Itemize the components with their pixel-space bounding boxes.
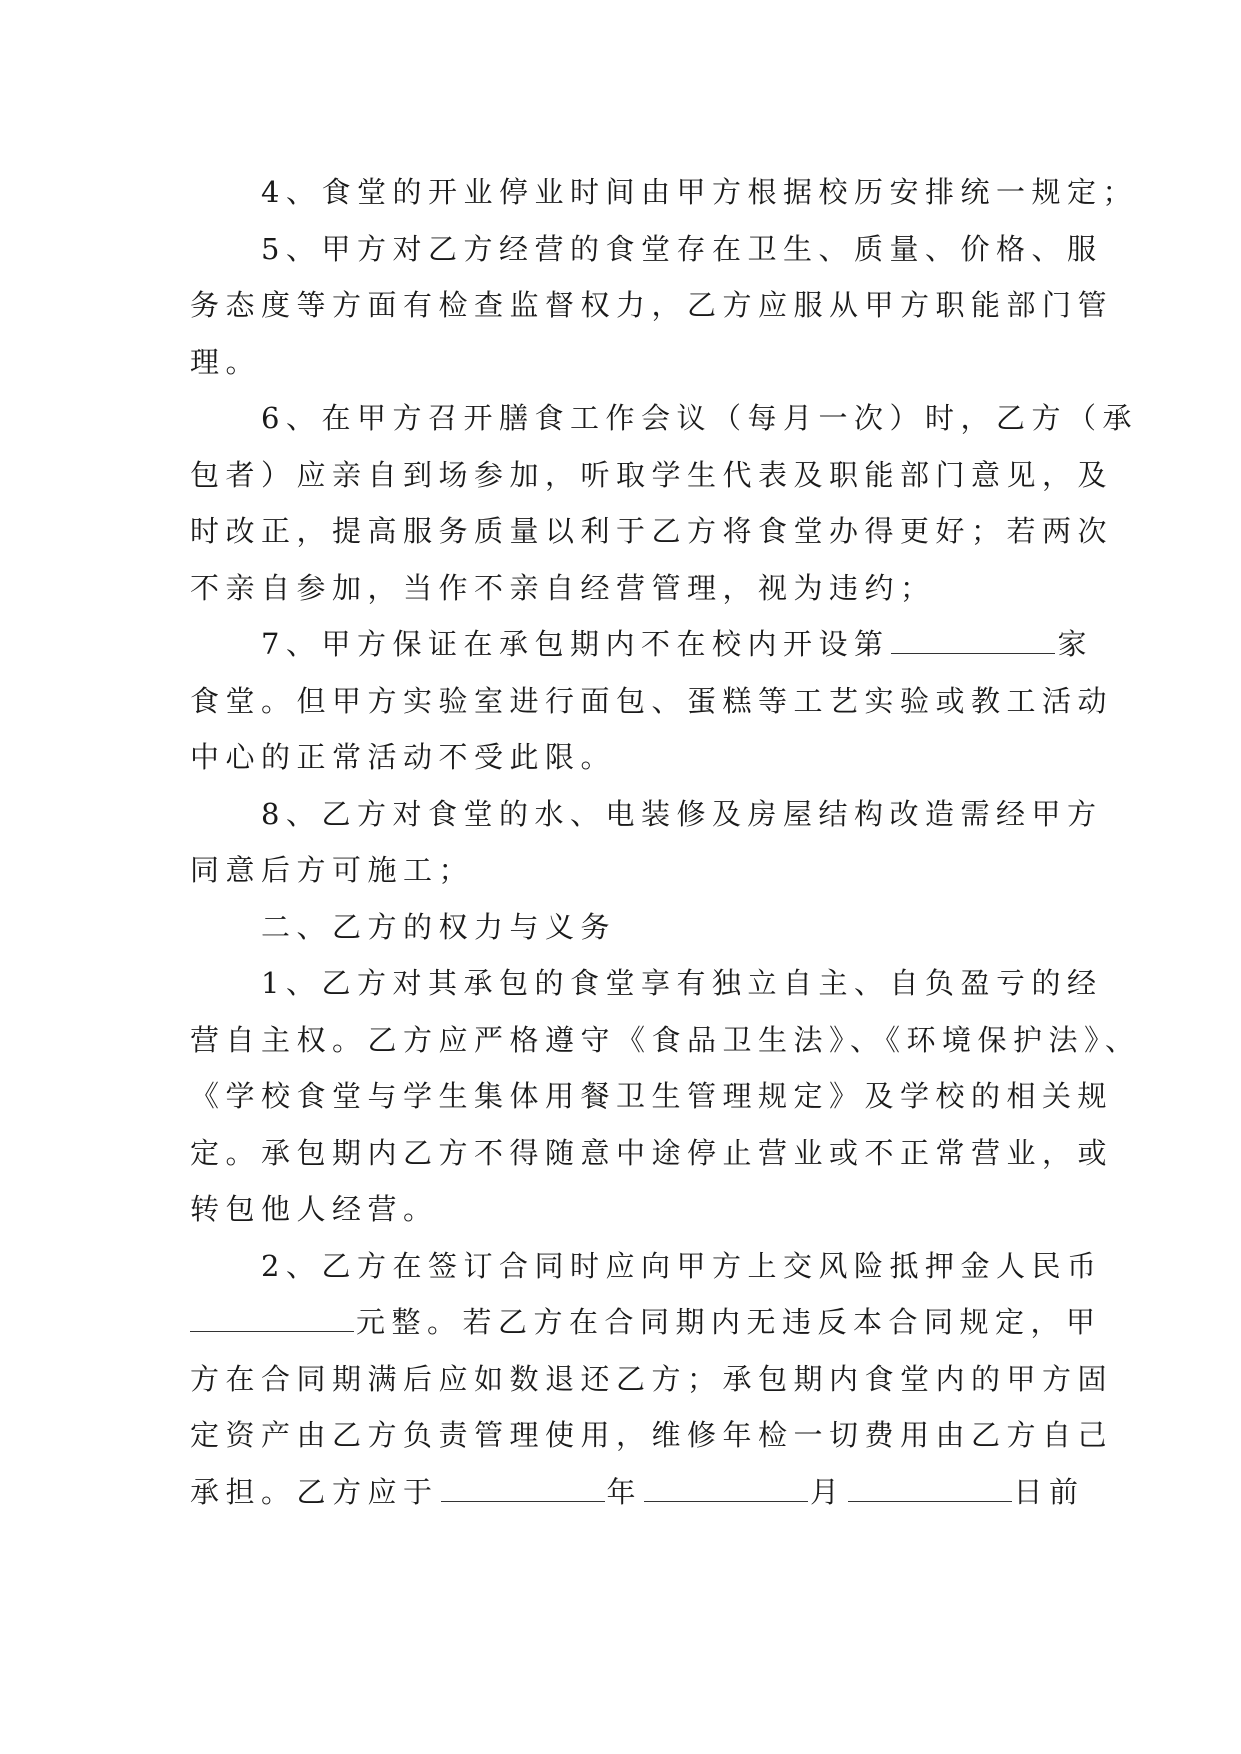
- text-line: 理。: [190, 345, 262, 379]
- text-line: 5、甲方对乙方经营的食堂存在卫生、质量、价格、服: [190, 232, 1103, 266]
- deposit-text: 元整。若乙方在合同期内无违反本合同规定，甲: [356, 1305, 1102, 1339]
- fill-in-blank: [441, 1475, 605, 1502]
- text-line-with-blank: [190, 624, 1093, 664]
- text-line: 不亲自参加，当作不亲自经营管理，视为违约；: [190, 571, 936, 605]
- text-line: 2、乙方在签订合同时应向甲方上交风险抵押金人民币: [190, 1249, 1103, 1283]
- text-line-with-blank: [190, 1302, 1102, 1342]
- year-label: 年: [606, 1475, 643, 1509]
- text-line: 时改正，提高服务质量以利于乙方将食堂办得更好；若两次: [190, 514, 1114, 548]
- text-line: 同意后方可施工；: [190, 853, 475, 887]
- text-line: 务态度等方面有检查监督权力，乙方应服从甲方职能部门管: [190, 288, 1114, 322]
- date-prefix: 承担。乙方应于: [190, 1475, 439, 1509]
- text-line: 1、乙方对其承包的食堂享有独立自主、自负盈亏的经: [190, 966, 1103, 1000]
- text-line-with-blanks: [190, 1472, 1085, 1512]
- text-line: 定资产由乙方负责管理使用，维修年检一切费用由乙方自己: [190, 1418, 1114, 1452]
- fill-in-blank: [891, 627, 1055, 654]
- text-line: 营自主权。乙方应严格遵守《食品卫生法》、《环境保护法》、: [190, 1023, 1141, 1057]
- clause-7-text: 7、甲方保证在承包期内不在校内开设第: [190, 627, 890, 661]
- text-line: 方在合同期满后应如数退还乙方；承包期内食堂内的甲方固: [190, 1362, 1114, 1396]
- fill-in-blank: [848, 1475, 1012, 1502]
- text-line: 定。承包期内乙方不得随意中途停止营业或不正常营业，或: [190, 1136, 1114, 1170]
- month-label: 月: [810, 1475, 846, 1509]
- text-line: 包者）应亲自到场参加，听取学生代表及职能部门意见，及: [190, 458, 1114, 492]
- text-line: 4、食堂的开业停业时间由甲方根据校历安排统一规定；: [190, 175, 1138, 209]
- fill-in-blank: [644, 1475, 808, 1502]
- text-line: 8、乙方对食堂的水、电装修及房屋结构改造需经甲方: [190, 797, 1103, 831]
- text-line: 转包他人经营。: [190, 1192, 439, 1226]
- clause-7-unit: 家: [1057, 627, 1093, 661]
- section-heading: 二、乙方的权力与义务: [190, 910, 617, 944]
- day-label: 日前: [1013, 1475, 1085, 1509]
- fill-in-blank: [190, 1305, 354, 1332]
- text-line: 中心的正常活动不受此限。: [190, 740, 617, 774]
- text-line: 《学校食堂与学生集体用餐卫生管理规定》及学校的相关规: [190, 1079, 1114, 1113]
- text-line: 6、在甲方召开膳食工作会议（每月一次）时，乙方（承: [190, 401, 1138, 435]
- text-line: 食堂。但甲方实验室进行面包、蛋糕等工艺实验或教工活动: [190, 684, 1114, 718]
